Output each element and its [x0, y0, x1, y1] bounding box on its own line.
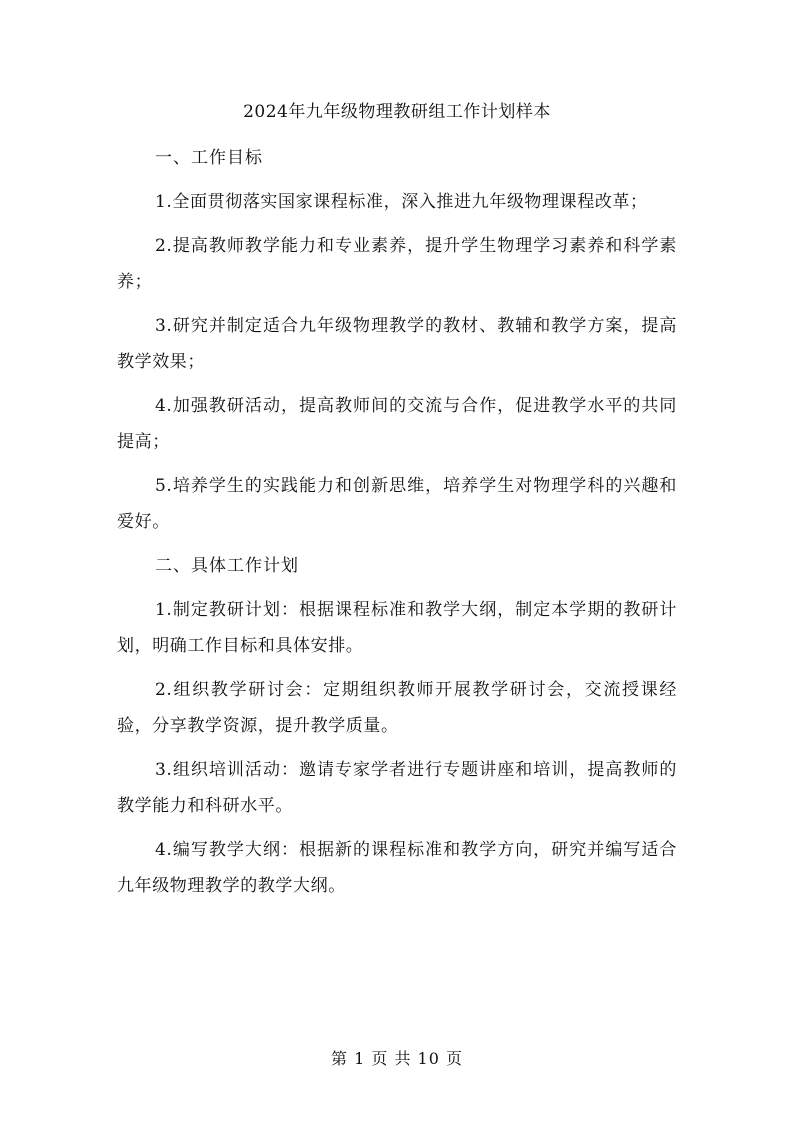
page-footer: 第 1 页 共 10 页 — [331, 1049, 463, 1068]
paragraph: 4.编写教学大纲：根据新的课程标准和教学方向，研究并编写适合九年级物理教学的教学大纲。 — [117, 840, 677, 896]
section-heading: 一、工作目标 — [155, 148, 263, 168]
section-heading: 二、具体工作计划 — [155, 556, 299, 576]
paragraph: 1.制定教研计划：根据课程标准和教学大纲，制定本学期的教研计划，明确工作目标和具体安排。 — [117, 600, 677, 656]
paragraph: 5.培养学生的实践能力和创新思维，培养学生对物理学科的兴趣和爱好。 — [117, 476, 677, 532]
paragraph: 2.提高教师教学能力和专业素养，提升学生物理学习素养和科学素养； — [117, 236, 677, 292]
paragraph: 2.组织教学研讨会：定期组织教师开展教学研讨会，交流授课经验，分享教学资源，提升教学质量。 — [117, 680, 677, 736]
paragraph: 1.全面贯彻落实国家课程标准，深入推进九年级物理课程改革； — [155, 192, 648, 212]
paragraph: 4.加强教研活动，提高教师间的交流与合作，促进教学水平的共同提高； — [117, 396, 677, 452]
paragraph: 3.组织培训活动：邀请专家学者进行专题讲座和培训，提高教师的教学能力和科研水平。 — [117, 760, 677, 816]
document-title: 2024年九年级物理教研组工作计划样本 — [243, 102, 551, 122]
document-body — [117, 140, 677, 912]
paragraph: 3.研究并制定适合九年级物理教学的教材、教辅和教学方案，提高教学效果； — [117, 316, 677, 372]
